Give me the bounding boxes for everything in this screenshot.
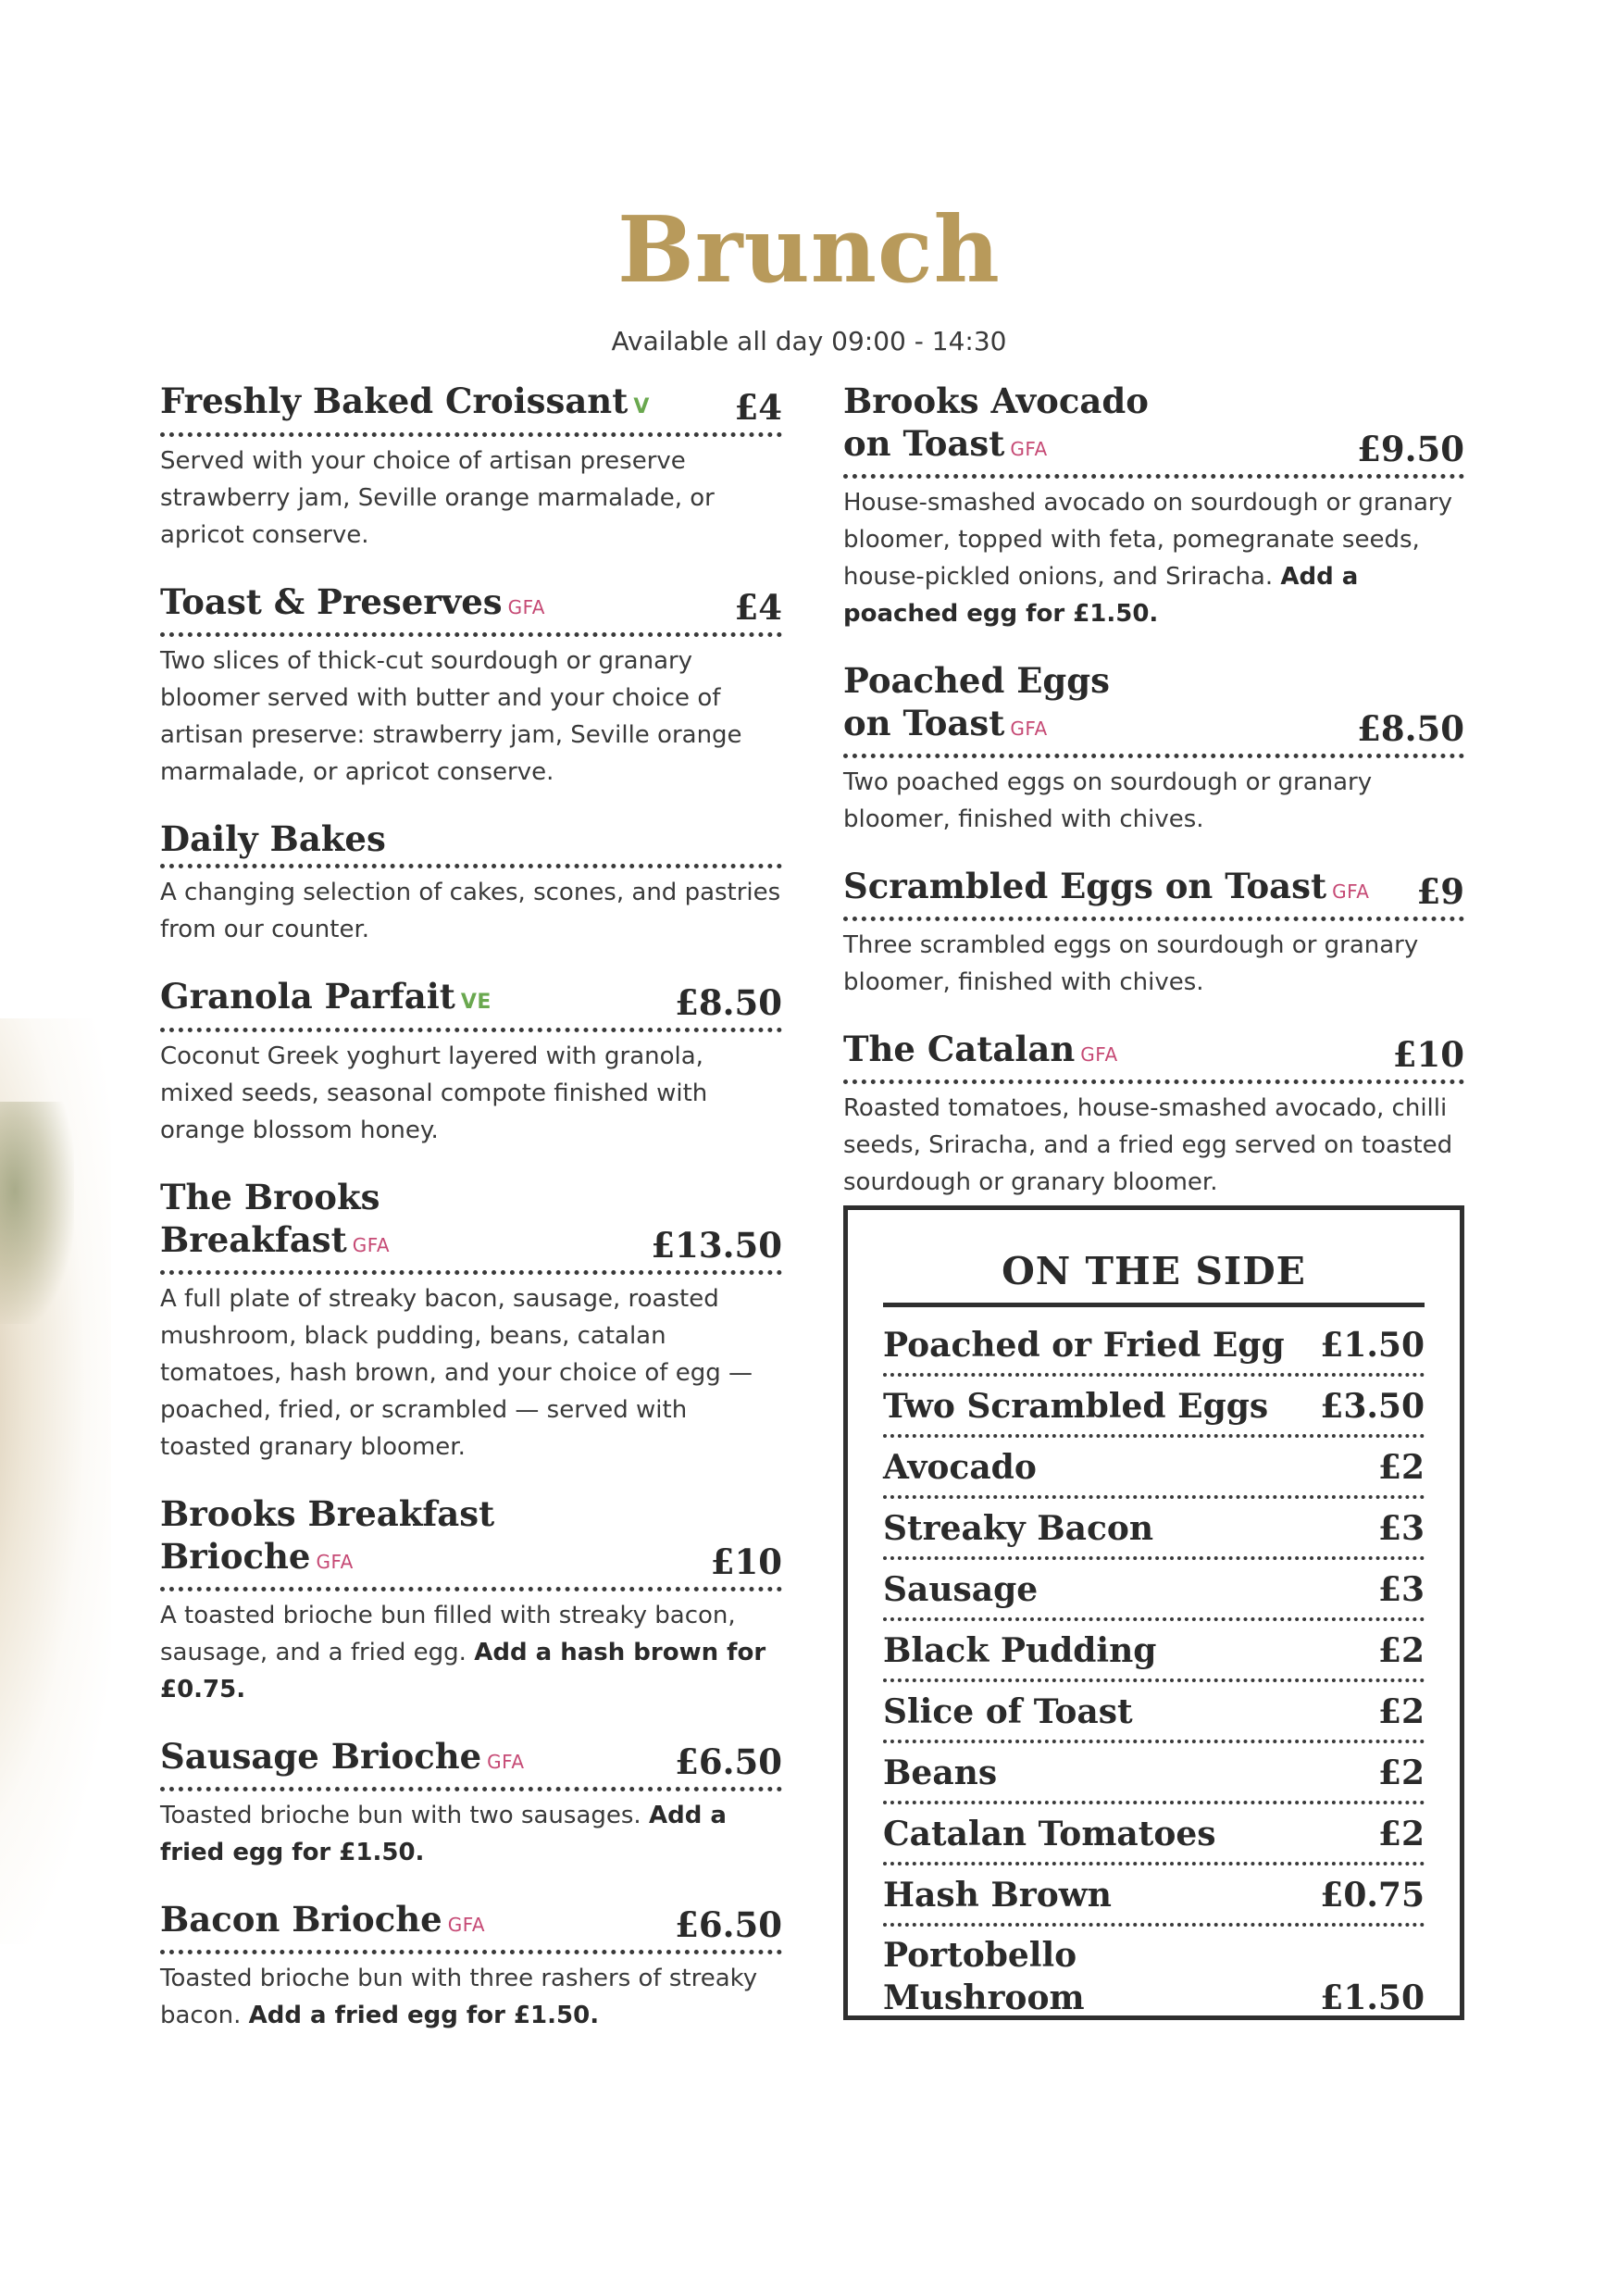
description-text: Toasted brioche bun with three rashers of streaky bacon. bbox=[160, 1965, 758, 2029]
menu-item-name: Poached Eggs on Toast bbox=[843, 660, 1110, 743]
menu-item-price: £4 bbox=[734, 587, 782, 628]
description-text: Three scrambled eggs on sourdough or granary bloomer, finished with chives. bbox=[843, 931, 1419, 996]
menu-item-price: £8.50 bbox=[1357, 708, 1464, 749]
side-item-name: Two Scrambled Eggs bbox=[883, 1387, 1269, 1426]
menu-item-header bbox=[160, 380, 782, 437]
description-text: A changing selection of cakes, scones, and pastries from our counter. bbox=[160, 879, 781, 943]
menu-item-description bbox=[160, 874, 782, 948]
dietary-tag: GFA bbox=[316, 1551, 354, 1573]
description-text: House-smashed avocado on sourdough or granary bloomer, topped with feta, pomegranate seeds, house-pickled onions, and Sriracha. bbox=[843, 489, 1453, 591]
menu-item-header bbox=[160, 1898, 782, 1954]
menu-item-price: £6.50 bbox=[675, 1904, 782, 1945]
left-menu-column bbox=[160, 380, 782, 2061]
side-item-row bbox=[883, 1441, 1425, 1499]
side-item-price: £2 bbox=[1377, 1448, 1425, 1487]
menu-item-name: Scrambled Eggs on Toast bbox=[843, 866, 1327, 906]
menu-item-name: Brooks Avocado on Toast bbox=[843, 381, 1149, 464]
side-dishes-list bbox=[883, 1319, 1425, 2025]
side-item-name: Black Pudding bbox=[883, 1631, 1157, 1670]
menu-item-description bbox=[160, 1597, 782, 1708]
menu-item-header bbox=[160, 975, 782, 1032]
menu-item bbox=[160, 1898, 782, 2034]
add-on-note: Add a fried egg for £1.50. bbox=[248, 2002, 600, 2029]
side-item-row bbox=[883, 1319, 1425, 1377]
side-item-row bbox=[883, 1747, 1425, 1804]
description-text: Two poached eggs on sourdough or granary bloomer, finished with chives. bbox=[843, 768, 1373, 833]
menu-item-price: £13.50 bbox=[651, 1225, 782, 1266]
side-item-price: £3 bbox=[1377, 1509, 1425, 1548]
menu-item-description bbox=[160, 1038, 782, 1149]
menu-item bbox=[160, 1492, 782, 1708]
menu-item-header bbox=[160, 580, 782, 637]
menu-item-price: £6.50 bbox=[675, 1741, 782, 1782]
dietary-tag: VE bbox=[460, 991, 492, 1014]
side-item-name: Hash Brown bbox=[883, 1876, 1112, 1915]
dietary-tag: GFA bbox=[1010, 438, 1048, 460]
menu-item-price: £4 bbox=[734, 387, 782, 428]
side-item-row bbox=[883, 1380, 1425, 1438]
menu-item-header bbox=[160, 1176, 782, 1275]
availability-subtitle: Available all day 09:00 - 14:30 bbox=[611, 326, 1007, 356]
side-item-name: Catalan Tomatoes bbox=[883, 1815, 1216, 1853]
menu-item-header bbox=[160, 1492, 782, 1591]
menu-item-price: £10 bbox=[1392, 1034, 1464, 1075]
description-text: Served with your choice of artisan preserve strawberry jam, Seville orange marmalade, or apricot conserve. bbox=[160, 447, 715, 549]
side-item-price: £1.50 bbox=[1320, 1326, 1425, 1365]
side-item-name: Portobello Mushroom bbox=[883, 1936, 1085, 2017]
description-text: Two slices of thick-cut sourdough or granary bloomer served with butter and your choice of artisan preserve: strawberry jam, Seville orange marmalade, or apricot conserve. bbox=[160, 647, 742, 786]
dietary-tag: GFA bbox=[507, 596, 545, 618]
side-dishes-box bbox=[843, 1205, 1464, 2020]
description-text: Coconut Greek yoghurt layered with granola, mixed seeds, seasonal compote finished with orange blossom honey. bbox=[160, 1042, 708, 1144]
side-item-name: Poached or Fried Egg bbox=[883, 1326, 1285, 1365]
side-item-price: £2 bbox=[1377, 1815, 1425, 1853]
side-item-price: £3.50 bbox=[1320, 1387, 1425, 1426]
menu-item bbox=[843, 1028, 1464, 1201]
menu-item bbox=[843, 659, 1464, 838]
menu-item-description bbox=[843, 927, 1464, 1001]
menu-item-name: The Catalan bbox=[843, 1029, 1076, 1069]
side-item-row bbox=[883, 1869, 1425, 1927]
menu-item-header bbox=[843, 865, 1464, 921]
menu-item-name: Sausage Brioche bbox=[160, 1736, 482, 1777]
menu-item-name: Granola Parfait bbox=[160, 976, 455, 1017]
menu-item-header bbox=[843, 659, 1464, 758]
menu-item-header bbox=[843, 380, 1464, 479]
side-item-row bbox=[883, 1686, 1425, 1743]
page-title: Brunch bbox=[617, 197, 1001, 304]
dietary-tag: GFA bbox=[1332, 880, 1370, 903]
dietary-tag: GFA bbox=[352, 1234, 391, 1256]
menu-item-name: Toast & Preserves bbox=[160, 581, 503, 622]
right-menu-column bbox=[843, 380, 1464, 1228]
menu-item-description bbox=[843, 484, 1464, 632]
menu-item bbox=[843, 865, 1464, 1001]
dietary-tag: GFA bbox=[487, 1751, 525, 1773]
side-item-name: Streaky Bacon bbox=[883, 1509, 1154, 1548]
tree-illustration bbox=[0, 1102, 74, 1324]
menu-item-name: Daily Bakes bbox=[160, 818, 386, 859]
side-dishes-title: ON THE SIDE bbox=[883, 1249, 1425, 1307]
menu-item-price: £9 bbox=[1416, 871, 1464, 912]
side-item-row bbox=[883, 1808, 1425, 1866]
menu-item bbox=[160, 975, 782, 1149]
side-item-price: £3 bbox=[1377, 1570, 1425, 1609]
side-item-price: £2 bbox=[1377, 1692, 1425, 1731]
menu-item-header bbox=[160, 817, 782, 868]
menu-item bbox=[160, 1735, 782, 1871]
side-item-row bbox=[883, 1503, 1425, 1560]
side-item-price: £2 bbox=[1377, 1631, 1425, 1670]
description-text: Roasted tomatoes, house-smashed avocado, chilli seeds, Sriracha, and a fried egg served on toasted sourdough or granary bloomer. bbox=[843, 1094, 1453, 1196]
side-item-name: Avocado bbox=[883, 1448, 1037, 1487]
menu-item-description bbox=[843, 764, 1464, 838]
menu-item-price: £9.50 bbox=[1357, 429, 1464, 469]
dietary-tag: GFA bbox=[447, 1914, 486, 1936]
menu-item bbox=[160, 1176, 782, 1466]
description-text: A toasted brioche bun filled with streaky bacon, sausage, and a fried egg. bbox=[160, 1602, 736, 1666]
dietary-tag: GFA bbox=[1010, 718, 1048, 740]
menu-item bbox=[160, 817, 782, 948]
dietary-tag: V bbox=[633, 395, 650, 418]
side-item-row bbox=[883, 1930, 1425, 2021]
menu-item-name: Brooks Breakfast Brioche bbox=[160, 1493, 495, 1577]
side-item-name: Sausage bbox=[883, 1570, 1039, 1609]
menu-item bbox=[843, 380, 1464, 632]
menu-item-description bbox=[160, 443, 782, 554]
menu-item-price: £10 bbox=[710, 1541, 782, 1582]
side-item-price: £1.50 bbox=[1320, 1978, 1425, 2017]
menu-item-name: The Brooks Breakfast bbox=[160, 1177, 380, 1260]
menu-item-header bbox=[843, 1028, 1464, 1084]
side-item-price: £0.75 bbox=[1320, 1876, 1425, 1915]
dietary-tag: GFA bbox=[1080, 1043, 1118, 1066]
menu-item bbox=[160, 380, 782, 554]
menu-item-description bbox=[160, 1960, 782, 2034]
menu-item bbox=[160, 580, 782, 791]
description-text: A full plate of streaky bacon, sausage, roasted mushroom, black pudding, beans, catalan tomatoes, hash brown, and your choice of egg — poached, fried, or scrambled — served with toasted granary bloomer. bbox=[160, 1285, 753, 1461]
menu-item-name: Bacon Brioche bbox=[160, 1899, 442, 1940]
menu-item-description bbox=[843, 1090, 1464, 1201]
side-item-price: £2 bbox=[1377, 1753, 1425, 1792]
menu-item-description bbox=[160, 1280, 782, 1466]
side-item-row bbox=[883, 1564, 1425, 1621]
add-on-note: Add a hash brown for £0.75. bbox=[160, 1639, 766, 1703]
add-on-note: Add a fried egg for £1.50. bbox=[160, 1802, 727, 1866]
menu-item-name: Freshly Baked Croissant bbox=[160, 381, 629, 421]
menu-item-description bbox=[160, 1797, 782, 1871]
menu-item-price: £8.50 bbox=[675, 982, 782, 1023]
side-item-name: Slice of Toast bbox=[883, 1692, 1133, 1731]
side-item-row bbox=[883, 1625, 1425, 1682]
add-on-note: Add a poached egg for £1.50. bbox=[843, 563, 1359, 628]
side-item-name: Beans bbox=[883, 1753, 998, 1792]
menu-item-description bbox=[160, 643, 782, 791]
menu-item-header bbox=[160, 1735, 782, 1791]
description-text: Toasted brioche bun with two sausages. bbox=[160, 1802, 641, 1829]
